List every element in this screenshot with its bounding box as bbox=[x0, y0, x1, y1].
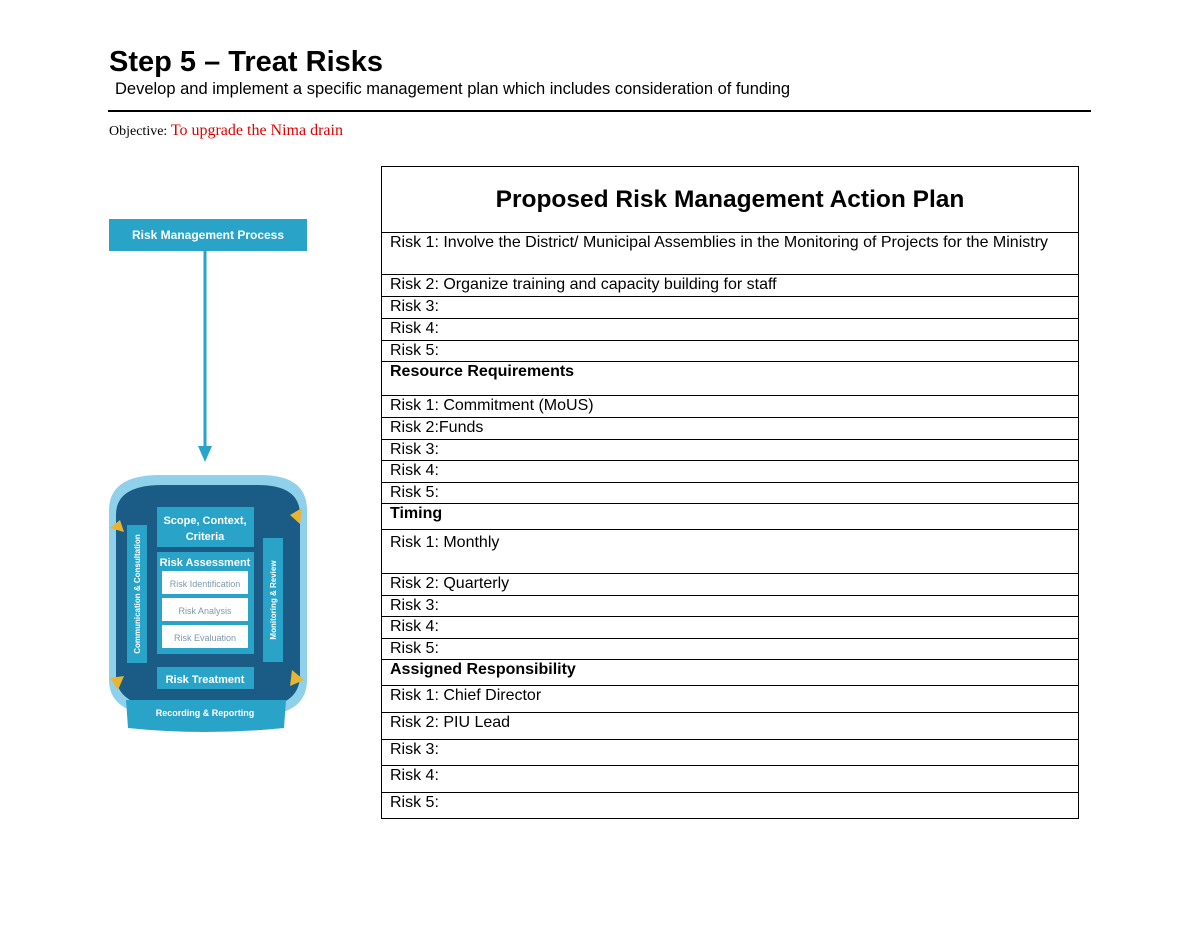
recording-label: Recording & Reporting bbox=[155, 708, 255, 718]
timing-risk-5: Risk 5: bbox=[382, 639, 1079, 660]
resource-risk-4: Risk 4: bbox=[382, 461, 1079, 483]
responsibility-heading: Assigned Responsibility bbox=[382, 660, 1079, 686]
resource-risk-5: Risk 5: bbox=[382, 483, 1079, 504]
table-row bbox=[382, 233, 1079, 275]
table-row bbox=[382, 574, 1079, 596]
table-row bbox=[382, 440, 1079, 461]
identification-label: Risk Identification bbox=[169, 579, 241, 589]
resource-heading: Resource Requirements bbox=[382, 362, 1079, 396]
action-plan-table bbox=[381, 166, 1079, 819]
timing-risk-4: Risk 4: bbox=[382, 617, 1079, 639]
table-row bbox=[382, 297, 1079, 319]
responsibility-risk-4: Risk 4: bbox=[382, 766, 1079, 793]
responsibility-risk-3: Risk 3: bbox=[382, 740, 1079, 766]
table-heading: Proposed Risk Management Action Plan bbox=[382, 167, 1079, 233]
table-row bbox=[382, 483, 1079, 504]
action-risk-1: Risk 1: Involve the District/ Municipal Assemblies in the Monitoring of Projects for the Ministry bbox=[382, 233, 1079, 275]
process-label: Risk Management Process bbox=[131, 228, 285, 242]
resource-risk-3: Risk 3: bbox=[382, 440, 1079, 461]
table-row bbox=[382, 319, 1079, 341]
scope-label-2: Criteria bbox=[185, 531, 225, 543]
table-row bbox=[382, 766, 1079, 793]
scope-label-1: Scope, Context, bbox=[163, 515, 247, 527]
page-title: Step 5 – Treat Risks bbox=[109, 46, 384, 78]
table-row bbox=[382, 461, 1079, 483]
responsibility-risk-1: Risk 1: Chief Director bbox=[382, 686, 1079, 713]
objective-line bbox=[109, 121, 343, 142]
table-row bbox=[382, 639, 1079, 660]
section-row bbox=[382, 504, 1079, 530]
risk-process-graphic bbox=[100, 210, 320, 750]
timing-risk-3: Risk 3: bbox=[382, 596, 1079, 617]
action-risk-4: Risk 4: bbox=[382, 319, 1079, 341]
communication-label: Communication & Consultation bbox=[133, 534, 142, 654]
table-row bbox=[382, 617, 1079, 639]
table-row bbox=[382, 713, 1079, 740]
treatment-label: Risk Treatment bbox=[165, 674, 245, 686]
risk-process-diagram bbox=[100, 210, 320, 750]
objective-label: Objective: bbox=[109, 124, 168, 139]
table-row bbox=[382, 341, 1079, 362]
section-row bbox=[382, 362, 1079, 396]
monitoring-label: Monitoring & Review bbox=[269, 560, 278, 640]
action-risk-5: Risk 5: bbox=[382, 341, 1079, 362]
objective-value: To upgrade the Nima drain bbox=[170, 122, 343, 139]
table-row bbox=[382, 396, 1079, 418]
table-row bbox=[382, 740, 1079, 766]
action-risk-2: Risk 2: Organize training and capacity building for staff bbox=[382, 275, 1079, 297]
table-header-row bbox=[382, 167, 1079, 233]
timing-risk-2: Risk 2: Quarterly bbox=[382, 574, 1079, 596]
resource-risk-2: Risk 2:Funds bbox=[382, 418, 1079, 440]
table-row bbox=[382, 418, 1079, 440]
responsibility-risk-2: Risk 2: PIU Lead bbox=[382, 713, 1079, 740]
responsibility-risk-5: Risk 5: bbox=[382, 793, 1079, 819]
table-row bbox=[382, 275, 1079, 297]
section-row bbox=[382, 660, 1079, 686]
action-risk-3: Risk 3: bbox=[382, 297, 1079, 319]
timing-risk-1: Risk 1: Monthly bbox=[382, 530, 1079, 574]
table-row bbox=[382, 596, 1079, 617]
table-row bbox=[382, 793, 1079, 819]
table-row bbox=[382, 686, 1079, 713]
down-arrow-icon bbox=[198, 446, 212, 462]
resource-risk-1: Risk 1: Commitment (MoUS) bbox=[382, 396, 1079, 418]
table-row bbox=[382, 530, 1079, 574]
timing-heading: Timing bbox=[382, 504, 1079, 530]
assessment-label: Risk Assessment bbox=[159, 557, 251, 569]
title-divider bbox=[108, 110, 1091, 112]
analysis-label: Risk Analysis bbox=[178, 606, 232, 616]
evaluation-label: Risk Evaluation bbox=[173, 633, 237, 643]
page-subtitle: Develop and implement a specific management plan which includes consideration of funding bbox=[115, 80, 791, 98]
